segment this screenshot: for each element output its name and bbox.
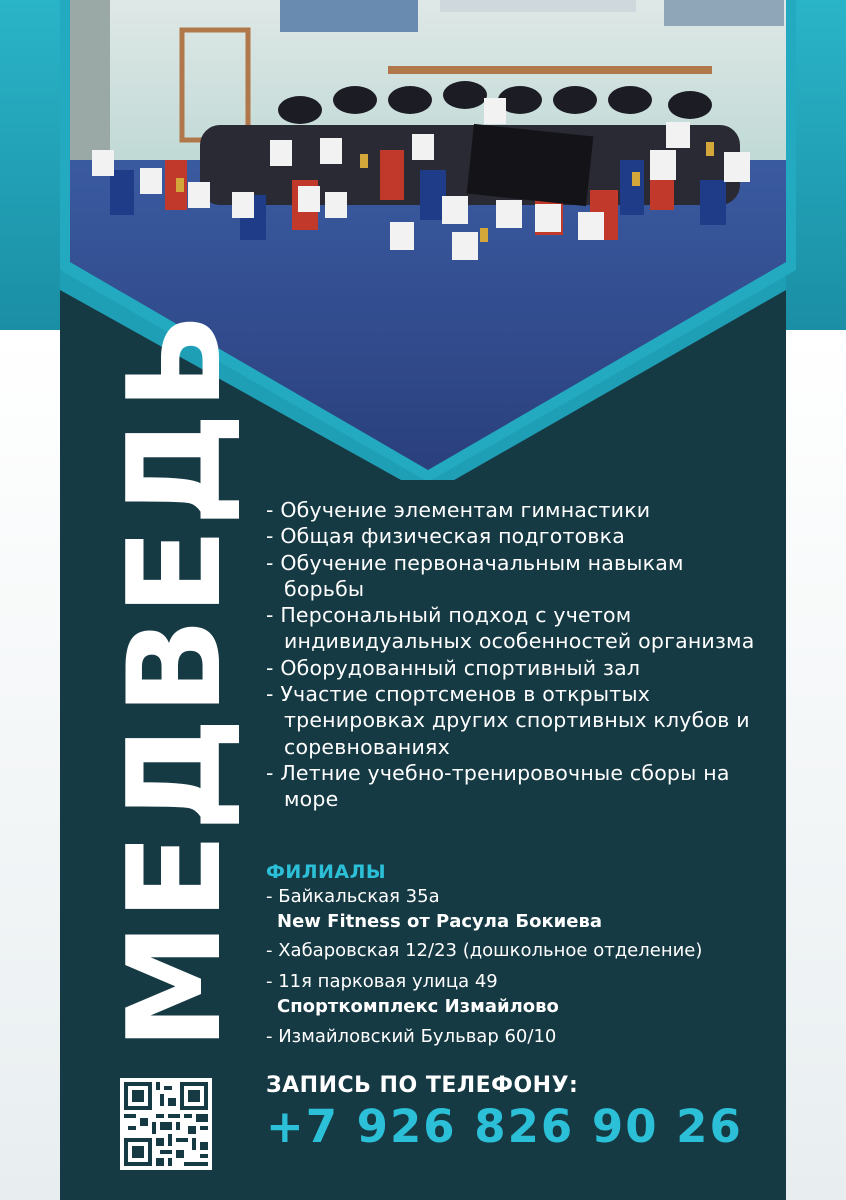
feature-item: - Общая физическая подготовка <box>266 524 626 549</box>
feature-item: - Обучение элементам гимнастики <box>266 498 651 522</box>
branches-heading: ФИЛИАЛЫ <box>266 861 387 883</box>
feature-item: - Обучение первоначальным навыкам борьбы <box>266 550 684 601</box>
qr-code-icon <box>120 1078 212 1170</box>
brand-title-vertical: МЕДВЕДЬ <box>101 310 250 1050</box>
feature-item: - Летние учебно-тренировочные сборы на море <box>266 760 730 812</box>
branch-venue: Спорткомплекс Измайлово <box>277 996 559 1017</box>
branch-address: - Хабаровская 12/23 (дошкольное отделение) <box>266 940 703 961</box>
feature-item: - Оборудованный спортивный зал <box>266 655 641 680</box>
feature-item: - Участие спортсменов в открытых тренировках других спортивных клубов и соревнованиях <box>266 682 750 759</box>
features-list <box>266 497 766 813</box>
branch-venue: New Fitness от Расула Бокиева <box>277 911 603 932</box>
branch-address: - Байкальская 35а <box>266 886 440 907</box>
branch-address: - 11я парковая улица 49 <box>266 971 498 992</box>
phone-label: ЗАПИСЬ ПО ТЕЛЕФОНУ: <box>266 1073 579 1098</box>
feature-item: - Персональный подход с учетом индивидуальных особенностей организма <box>266 603 755 654</box>
branch-address: - Измайловский Бульвар 60/10 <box>266 1026 557 1047</box>
phone-number[interactable]: +7 926 826 90 26 <box>266 1100 743 1153</box>
qr-code[interactable] <box>120 1078 212 1170</box>
